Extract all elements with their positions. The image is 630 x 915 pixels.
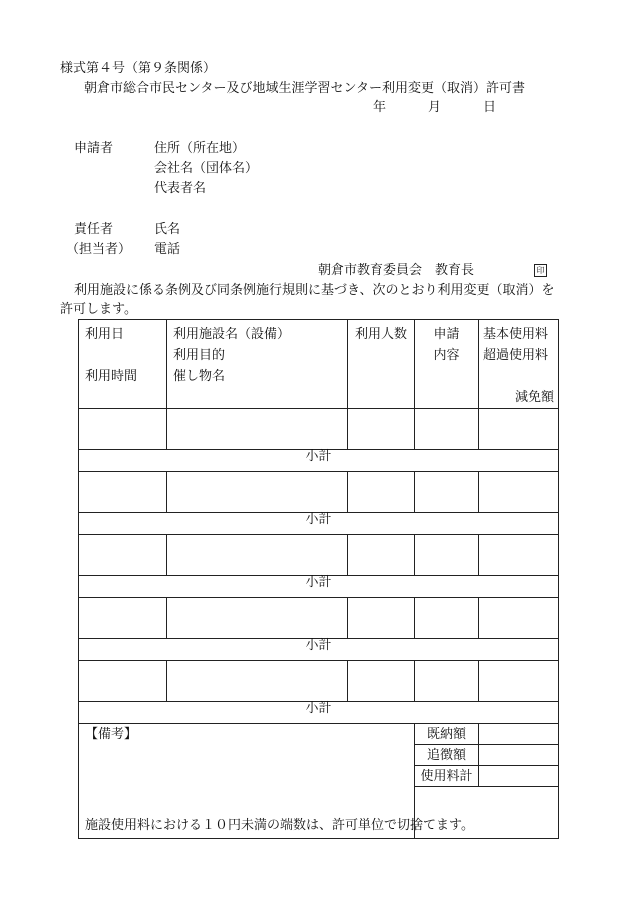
header-request: [415, 320, 479, 409]
header-event-name: 催し物名: [173, 369, 226, 384]
subtotal-label: 小計: [79, 450, 559, 472]
subtotal-row: [79, 450, 559, 472]
additional-label: 追徴額: [415, 745, 479, 766]
header-date-time: [79, 320, 167, 409]
responsible-name: 氏名: [154, 222, 181, 237]
header-request-line2: 内容: [433, 348, 460, 363]
form-number: 様式第４号（第９条関係）: [60, 61, 217, 76]
header-use-time: 利用時間: [85, 369, 138, 384]
subtotal-label: 小計: [79, 576, 559, 598]
paid-value: [479, 724, 559, 745]
header-fees: [479, 320, 559, 409]
form-title: 朝倉市総合市民センター及び地域生涯学習センター利用変更（取消）許可書: [84, 81, 525, 96]
subtotal-row: [79, 639, 559, 661]
header-use-date: 利用日: [85, 327, 125, 342]
applicant-label: 申請者: [74, 141, 114, 156]
responsible-label: 責任者: [74, 222, 114, 237]
date-month: 月: [428, 100, 442, 115]
header-people-count: 利用人数: [354, 327, 407, 342]
subtotal-label: 小計: [79, 513, 559, 535]
total-value: [479, 766, 559, 787]
table-row: [79, 598, 559, 639]
applicant-company: 会社名（団体名）: [154, 161, 259, 176]
applicant-address: 住所（所在地）: [154, 141, 246, 156]
subtotal-label: 小計: [79, 639, 559, 661]
header-request-line1: 申請: [433, 327, 460, 342]
subtotal-row: [79, 702, 559, 724]
date-day: 日: [483, 100, 497, 115]
permit-table: [78, 319, 559, 839]
header-facility: [167, 320, 348, 409]
body-text-line2: 許可します。: [60, 302, 137, 317]
body-text-line1: 利用施設に係る条例及び同条例施行規則に基づき、次のとおり利用変更（取消）を: [74, 283, 555, 298]
remarks-row-paid: [79, 724, 559, 745]
header-people: [348, 320, 415, 409]
subtotal-row: [79, 576, 559, 598]
header-facility-name: 利用施設名（設備）: [173, 327, 291, 342]
remarks-label: 【備考】: [85, 727, 138, 742]
table-row: [79, 535, 559, 576]
date-year: 年: [373, 100, 387, 115]
subtotal-row: [79, 513, 559, 535]
table-row: [79, 409, 559, 450]
header-purpose: 利用目的: [173, 348, 226, 363]
table-row: [79, 472, 559, 513]
responsible-sub-label: （担当者）: [66, 242, 132, 257]
table-header-row: [79, 320, 559, 409]
table-row: [79, 661, 559, 702]
subtotal-label: 小計: [79, 702, 559, 724]
additional-value: [479, 745, 559, 766]
header-base-fee: 基本使用料: [483, 327, 549, 342]
issuer: 朝倉市教育委員会 教育長: [318, 263, 475, 278]
paid-label: 既納額: [415, 724, 479, 745]
header-extra-fee: 超過使用料: [483, 348, 549, 363]
header-reduction: 減免額: [514, 390, 554, 405]
total-label: 使用料計: [415, 766, 479, 787]
seal-mark: 印: [534, 264, 547, 277]
responsible-phone: 電話: [154, 242, 181, 257]
footnote-text: 施設使用料における１０円未満の端数は、許可単位で切捨てます。: [85, 818, 474, 833]
applicant-representative: 代表者名: [154, 181, 207, 196]
